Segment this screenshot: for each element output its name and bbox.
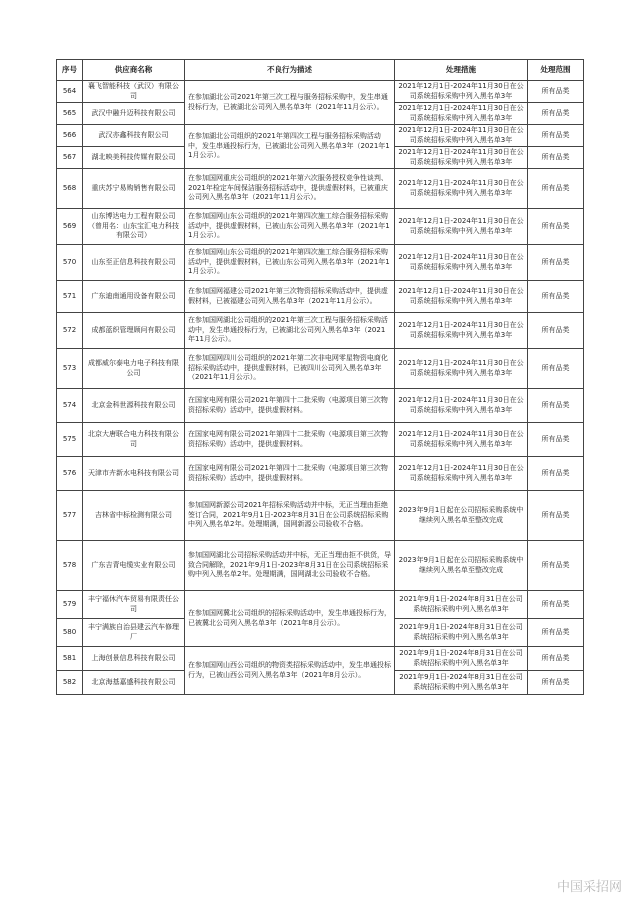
row-measure: 2023年9月1日起在公司招标采购系统中继续列入黑名单至整改完成: [395, 491, 528, 541]
row-measure: 2023年9月1日起在公司招标采购系统中继续列入黑名单至整改完成: [395, 541, 528, 591]
blacklist-table: [56, 59, 584, 695]
table-row: [57, 81, 584, 103]
row-measure: 2021年12月1日-2024年11月30日在公司系统招标采购中列入黑名单3年: [395, 209, 528, 245]
row-scope: 所有品类: [528, 423, 584, 457]
table-row: [57, 423, 584, 457]
header-supplier: 供应商名称: [83, 60, 185, 81]
row-scope: 所有品类: [528, 671, 584, 695]
row-supplier: 北京大唐联合电力科技有限公司: [83, 423, 185, 457]
row-supplier: 广东吉青电缆实业有限公司: [83, 541, 185, 591]
table-row: [57, 125, 584, 147]
row-scope: 所有品类: [528, 169, 584, 209]
table-row: [57, 245, 584, 281]
row-measure: 2021年9月1日-2024年8月31日在公司系统招标采购中列入黑名单3年: [395, 671, 528, 695]
row-scope: 所有品类: [528, 389, 584, 423]
row-scope: 所有品类: [528, 81, 584, 103]
row-description: 在国家电网有限公司2021年第四十二批采购（电源项目第三次物资招标采购）活动中，提供虚假材料。: [185, 389, 395, 423]
header-no: 序号: [57, 60, 83, 81]
table-row: [57, 281, 584, 313]
row-supplier: 成都威尔泰电力电子科技有限公司: [83, 349, 185, 389]
row-supplier: 武汉中融升迈科技有限公司: [83, 103, 185, 125]
row-measure: 2021年12月1日-2024年11月30日在公司系统招标采购中列入黑名单3年: [395, 81, 528, 103]
row-no: 577: [57, 491, 83, 541]
row-no: 568: [57, 169, 83, 209]
row-scope: 所有品类: [528, 457, 584, 491]
table-row: [57, 591, 584, 619]
row-scope: 所有品类: [528, 313, 584, 349]
row-supplier: 广东迪南通用设备有限公司: [83, 281, 185, 313]
row-description: 在参加国网山东公司组织的2021年第四次施工综合服务招标采购活动中，提供虚假材料，已被山东公司列入黑名单3年（2021年11月公示）。: [185, 245, 395, 281]
row-no: 572: [57, 313, 83, 349]
row-supplier: 丰宁福休汽车贸易有限责任公司: [83, 591, 185, 619]
row-scope: 所有品类: [528, 281, 584, 313]
watermark: 中国采招网: [556, 880, 622, 895]
row-measure: 2021年12月1日-2024年11月30日在公司系统招标采购中列入黑名单3年: [395, 103, 528, 125]
table-row: [57, 349, 584, 389]
row-measure: 2021年9月1日-2024年8月31日在公司系统招标采购中列入黑名单3年: [395, 591, 528, 619]
row-description: 在参加国网四川公司组织的2021年第二次非电网零星物资电商化招标采购活动中，提供虚假材料，已被四川公司列入黑名单3年（2021年11月公示）。: [185, 349, 395, 389]
row-supplier: 丰宁满族自治县建云汽车修理厂: [83, 619, 185, 647]
row-description: 在国家电网有限公司2021年第四十二批采购（电源项目第三次物资招标采购）活动中，提供虚假材料。: [185, 457, 395, 491]
row-supplier: 山东博达电力工程有限公司（曾用名：山东宝汇电力科技有限公司）: [83, 209, 185, 245]
row-supplier: 吉林省中标检测有限公司: [83, 491, 185, 541]
row-description: 在参加国网山西公司组织的物资类招标采购活动中，发生串通投标行为，已被山西公司列入黑名单3年（2021年8月公示）。: [185, 647, 395, 695]
row-measure: 2021年12月1日-2024年11月30日在公司系统招标采购中列入黑名单3年: [395, 423, 528, 457]
row-description: 参加国网新源公司2021年招标采购活动并中标，无正当理由拒绝签订合同，2021年9月1日-2023年8月31日在公司系统招标采购中列入黑名单2年。处理期满，国网新源公司验收不合格。: [185, 491, 395, 541]
row-no: 580: [57, 619, 83, 647]
row-measure: 2021年12月1日-2024年11月30日在公司系统招标采购中列入黑名单3年: [395, 313, 528, 349]
table-row: [57, 209, 584, 245]
row-scope: 所有品类: [528, 147, 584, 169]
row-no: 571: [57, 281, 83, 313]
row-description: 在参加国网福建公司2021年第三次物资招标采购活动中，提供虚假材料，已被福建公司列入黑名单3年（2021年11月公示）。: [185, 281, 395, 313]
row-supplier: 成都蓝织管理顾问有限公司: [83, 313, 185, 349]
row-supplier: 北京金科世源科技有限公司: [83, 389, 185, 423]
row-no: 582: [57, 671, 83, 695]
row-supplier: 武汉亦鑫科技有限公司: [83, 125, 185, 147]
row-scope: 所有品类: [528, 349, 584, 389]
row-scope: 所有品类: [528, 647, 584, 671]
row-supplier: 山东至正信息科技有限公司: [83, 245, 185, 281]
row-scope: 所有品类: [528, 541, 584, 591]
row-no: 570: [57, 245, 83, 281]
row-no: 578: [57, 541, 83, 591]
table-row: [57, 169, 584, 209]
row-no: 581: [57, 647, 83, 671]
row-measure: 2021年9月1日-2024年8月31日在公司系统招标采购中列入黑名单3年: [395, 647, 528, 671]
row-scope: 所有品类: [528, 209, 584, 245]
row-measure: 2021年12月1日-2024年11月30日在公司系统招标采购中列入黑名单3年: [395, 147, 528, 169]
row-no: 567: [57, 147, 83, 169]
table-row: [57, 491, 584, 541]
header-measure: 处理措施: [395, 60, 528, 81]
row-scope: 所有品类: [528, 245, 584, 281]
row-measure: 2021年12月1日-2024年11月30日在公司系统招标采购中列入黑名单3年: [395, 245, 528, 281]
row-no: 575: [57, 423, 83, 457]
row-description: 在参加国网山东公司组织的2021年第四次施工综合服务招标采购活动中，提供虚假材料，已被山东公司列入黑名单3年（2021年11月公示）。: [185, 209, 395, 245]
row-no: 569: [57, 209, 83, 245]
row-description: 在国家电网有限公司2021年第四十二批采购（电源项目第三次物资招标采购）活动中，提供虚假材料。: [185, 423, 395, 457]
row-description: 在参加国网重庆公司组织的2021年第六次服务授权竞争性谈判、2021年检定车间保洁服务招标活动中，提供虚假材料，已被重庆公司列入黑名单3年（2021年11月公示）。: [185, 169, 395, 209]
row-supplier: 襄飞智能科技（武汉）有限公司: [83, 81, 185, 103]
table-row: [57, 647, 584, 671]
row-no: 573: [57, 349, 83, 389]
table-row: [57, 313, 584, 349]
row-measure: 2021年12月1日-2024年11月30日在公司系统招标采购中列入黑名单3年: [395, 169, 528, 209]
row-description: 参加国网湖北公司招标采购活动并中标，无正当理由拒不供货，导致合同解除，2021年9月1日-2023年8月31日在公司系统招标采购中列入黑名单2年。处理期满，国网湖北公司验收不合格。: [185, 541, 395, 591]
row-description: 在参加湖北公司组织的2021年第四次工程与服务招标采购活动中，发生串通投标行为，已被湖北公司列入黑名单3年（2021年11月公示）。: [185, 125, 395, 169]
row-no: 574: [57, 389, 83, 423]
row-measure: 2021年9月1日-2024年8月31日在公司系统招标采购中列入黑名单3年: [395, 619, 528, 647]
row-no: 565: [57, 103, 83, 125]
row-supplier: 北京海基嘉盛科技有限公司: [83, 671, 185, 695]
row-measure: 2021年12月1日-2024年11月30日在公司系统招标采购中列入黑名单3年: [395, 281, 528, 313]
row-measure: 2021年12月1日-2024年11月30日在公司系统招标采购中列入黑名单3年: [395, 349, 528, 389]
table-row: [57, 389, 584, 423]
row-description: 在参加湖北公司2021年第三次工程与服务招标采购中，发生串通投标行为，已被湖北公司列入黑名单3年（2021年11月公示）。: [185, 81, 395, 125]
table-header-row: [57, 60, 584, 81]
row-description: 在参加国网湖北公司组织的2021年第三次工程与服务招标采购活动中，发生串通投标行为，已被湖北公司列入黑名单3年（2021年11月公示）。: [185, 313, 395, 349]
row-scope: 所有品类: [528, 619, 584, 647]
row-scope: 所有品类: [528, 125, 584, 147]
row-scope: 所有品类: [528, 103, 584, 125]
row-measure: 2021年12月1日-2024年11月30日在公司系统招标采购中列入黑名单3年: [395, 125, 528, 147]
header-scope: 处理范围: [528, 60, 584, 81]
row-no: 566: [57, 125, 83, 147]
row-measure: 2021年12月1日-2024年11月30日在公司系统招标采购中列入黑名单3年: [395, 389, 528, 423]
row-no: 579: [57, 591, 83, 619]
row-description: 在参加国网冀北公司组织的招标采购活动中，发生串通投标行为，已被冀北公司列入黑名单3年（2021年8月公示）。: [185, 591, 395, 647]
row-supplier: 重庆苏宁易购销售有限公司: [83, 169, 185, 209]
row-measure: 2021年12月1日-2024年11月30日在公司系统招标采购中列入黑名单3年: [395, 457, 528, 491]
header-description: 不良行为描述: [185, 60, 395, 81]
row-supplier: 湖北映美科技传媒有限公司: [83, 147, 185, 169]
table-row: [57, 457, 584, 491]
row-no: 576: [57, 457, 83, 491]
row-scope: 所有品类: [528, 491, 584, 541]
row-supplier: 上海创景信息科技有限公司: [83, 647, 185, 671]
row-scope: 所有品类: [528, 591, 584, 619]
row-no: 564: [57, 81, 83, 103]
row-supplier: 天津市卉新水电科技有限公司: [83, 457, 185, 491]
table-row: [57, 541, 584, 591]
